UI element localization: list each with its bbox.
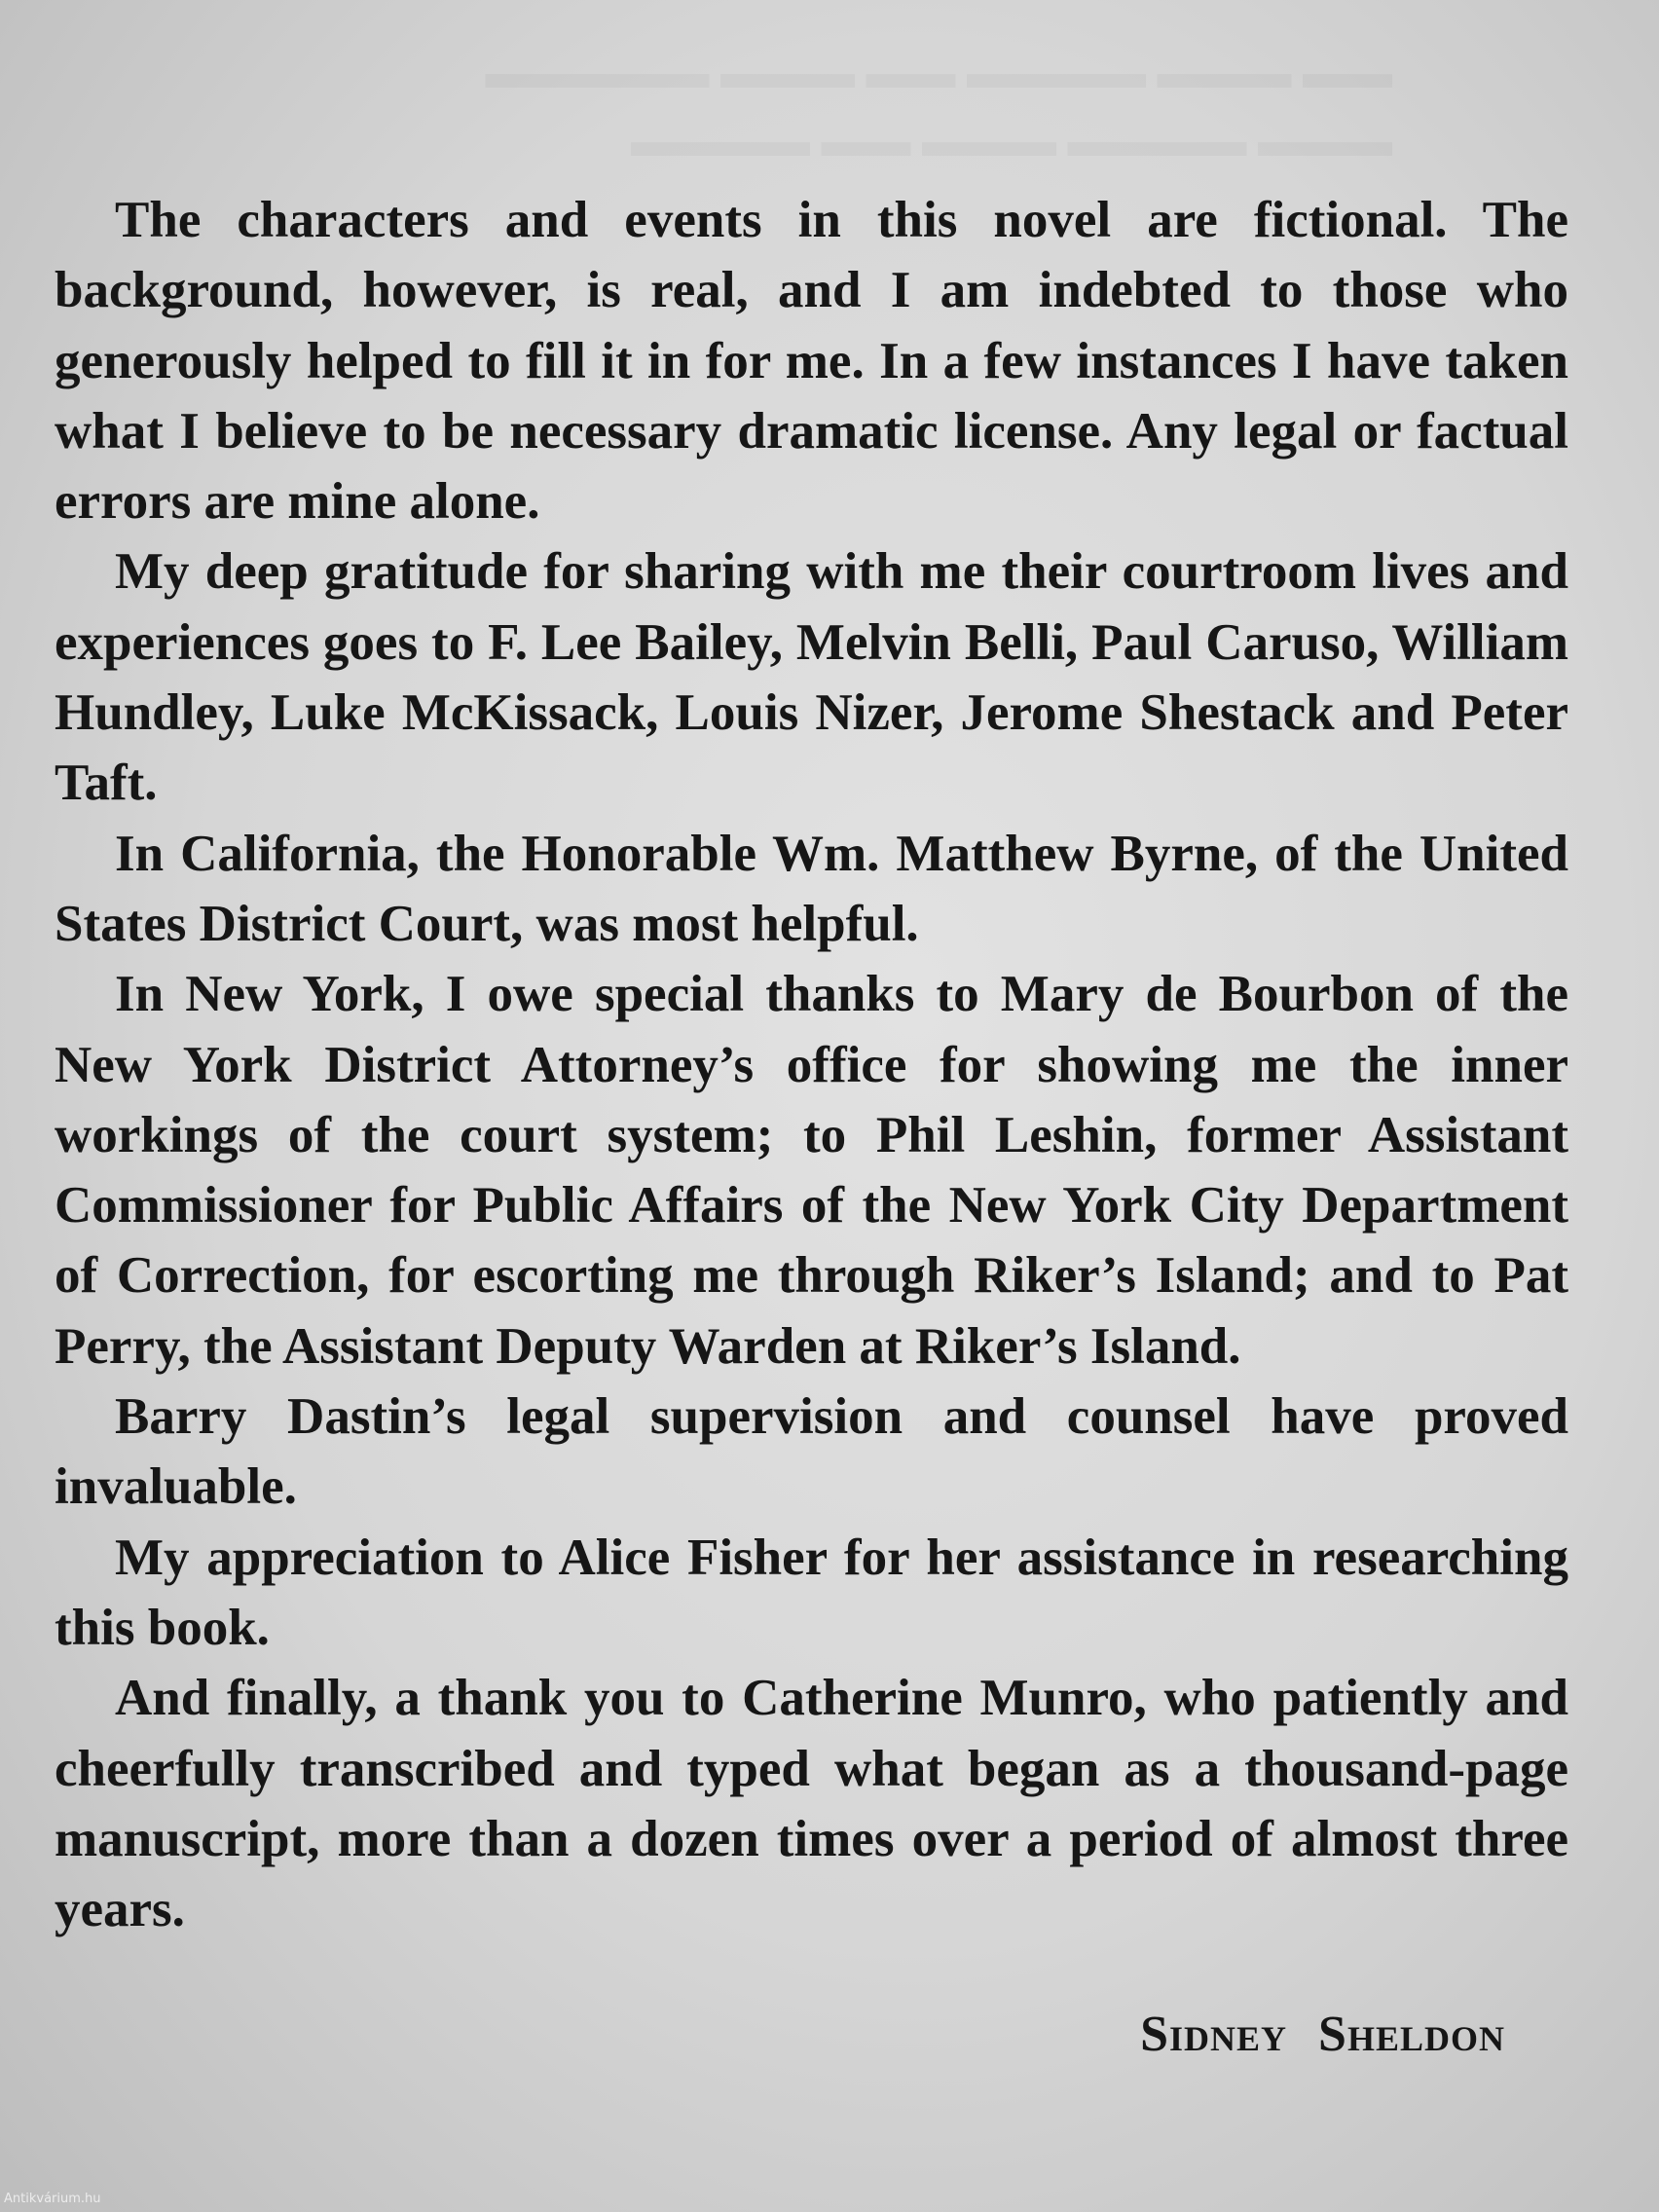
paragraph-california: In California, the Honorable Wm. Matthew Byrne, of the United States District Court, was most helpful.	[55, 825, 1568, 952]
paragraph-intro: The characters and events in this novel are fictional. The background, however, is real, and I am indebted to those who generously helped to fill it in for me. In a few instances I have taken what I believe to be necessary dramatic license. Any legal or factual errors are mine alone.	[55, 192, 1568, 531]
paragraph-new-york: In New York, I owe special thanks to Mary de Bourbon of the New York District Attorney’s office for showing me the inner workings of the court system; to Phil Leshin, former Assistant Commissioner for Public Affairs of the New York City Department of Correction, for escorting me through Riker’s Island; and to Pat Perry, the Assistant Deputy Warden at Riker’s Island.	[55, 966, 1568, 1375]
show-through-texture: ▬▬ ▬▬▬ ▬▬▬▬ ▬▬ ▬▬▬ ▬▬▬▬▬ ▬▬▬ ▬▬▬▬ ▬▬▬ ▬▬ ▬▬▬▬	[485, 48, 1392, 166]
acknowledgements-text	[55, 185, 1568, 1944]
paragraph-legal-supervision: Barry Dastin’s legal supervision and counsel have proved invaluable.	[55, 1388, 1568, 1516]
site-watermark: Antikvárium.hu	[4, 2192, 101, 2206]
paragraph-finally: And finally, a thank you to Catherine Munro, who patiently and cheerfully transcribed and typed what began as a thousand-page manuscript, more than a dozen times over a period of almost three years.	[55, 1670, 1568, 1938]
author-signature: Sidney Sheldon	[1140, 2007, 1505, 2062]
paragraph-research: My appreciation to Alice Fisher for her assistance in researching this book.	[55, 1529, 1568, 1656]
paragraph-gratitude: My deep gratitude for sharing with me their courtroom lives and experiences goes to F. Lee Bailey, Melvin Belli, Paul Caruso, William Hundley, Luke McKissack, Louis Nizer, Jerome Shestack and Peter Taft.	[55, 543, 1568, 812]
